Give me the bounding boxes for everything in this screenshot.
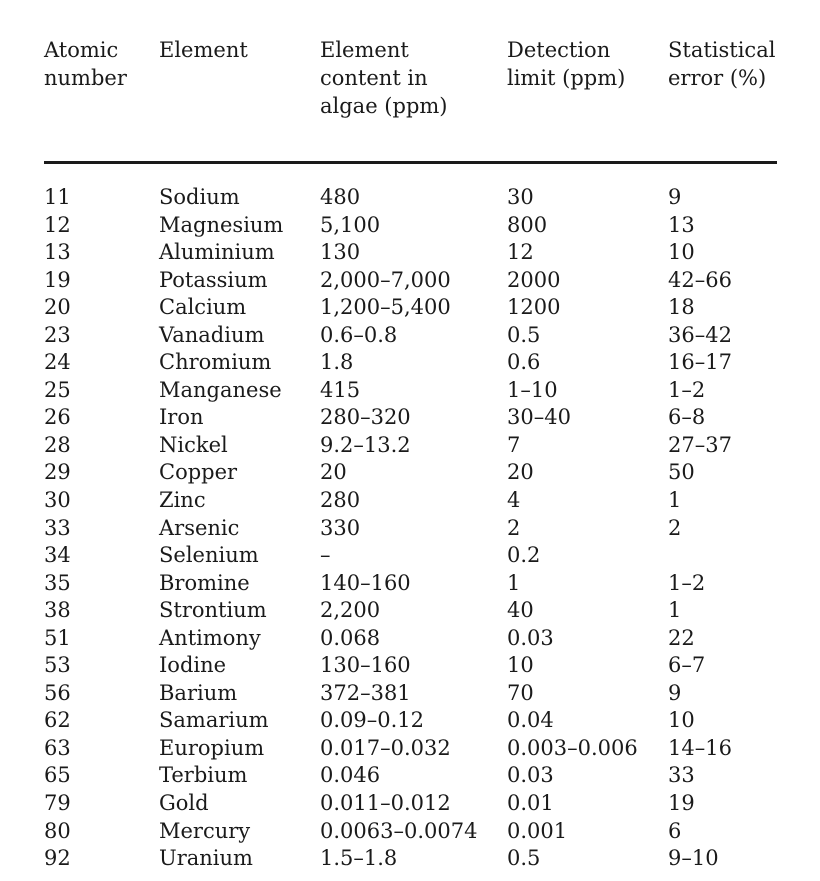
cell-detection-limit: 0.2 <box>507 543 541 568</box>
cell-statistical-error: 33 <box>668 763 695 788</box>
cell-element-content: 0.09–0.12 <box>320 708 425 733</box>
cell-detection-limit: 0.01 <box>507 791 554 816</box>
table-row <box>44 377 777 405</box>
cell-element: Bromine <box>159 570 250 595</box>
cell-detection-limit: 1–10 <box>507 377 558 402</box>
cell-element: Vanadium <box>159 322 265 347</box>
cell-element-content: 2,000–7,000 <box>320 267 451 292</box>
cell-element: Antimony <box>159 625 261 650</box>
cell-element: Copper <box>159 460 238 485</box>
cell-statistical-error: 19 <box>668 791 695 816</box>
cell-detection-limit: 70 <box>507 680 534 705</box>
table-row <box>44 294 777 322</box>
cell-element-content: 130 <box>320 240 361 265</box>
cell-element-content: 140–160 <box>320 570 411 595</box>
cell-statistical-error: 27–37 <box>668 432 732 457</box>
cell-element-content: 1,200–5,400 <box>320 295 451 320</box>
cell-detection-limit: 30–40 <box>507 405 571 430</box>
cell-atomic-number: 20 <box>44 295 71 320</box>
header-rule <box>44 161 777 164</box>
cell-atomic-number: 38 <box>44 598 71 623</box>
cell-element: Sodium <box>159 185 240 209</box>
cell-element: Chromium <box>159 350 272 375</box>
table-row <box>44 542 777 570</box>
cell-atomic-number: 56 <box>44 680 71 705</box>
cell-detection-limit: 0.6 <box>507 350 541 375</box>
cell-atomic-number: 12 <box>44 212 71 237</box>
cell-statistical-error: 1–2 <box>668 570 706 595</box>
cell-atomic-number: 79 <box>44 791 71 816</box>
cell-detection-limit: 1 <box>507 570 521 595</box>
cell-detection-limit: 4 <box>507 488 521 513</box>
table-row <box>44 515 777 543</box>
cell-element-content: 0.046 <box>320 763 381 788</box>
cell-statistical-error: 1 <box>668 598 682 623</box>
element-content-table <box>44 34 777 871</box>
header-statistical-error: Statistical error (%) <box>668 38 776 90</box>
cell-element: Samarium <box>159 708 269 733</box>
cell-statistical-error: 1–2 <box>668 377 706 402</box>
table-row <box>44 790 777 818</box>
cell-atomic-number: 65 <box>44 763 71 788</box>
table-row <box>44 735 777 763</box>
cell-atomic-number: 63 <box>44 735 71 760</box>
cell-atomic-number: 33 <box>44 515 71 540</box>
table-row <box>44 818 777 846</box>
cell-element: Uranium <box>159 846 253 871</box>
cell-element: Potassium <box>159 267 268 292</box>
cell-element-content: 130–160 <box>320 653 411 678</box>
header-detection-limit: Detection limit (ppm) <box>507 38 626 90</box>
table-row <box>44 432 777 460</box>
cell-statistical-error: 6 <box>668 818 682 843</box>
cell-atomic-number: 34 <box>44 543 71 568</box>
table-row <box>44 239 777 267</box>
cell-element-content: 415 <box>320 377 361 402</box>
header-atomic-number: Atomic number <box>44 38 127 90</box>
cell-detection-limit: 0.03 <box>507 625 554 650</box>
cell-atomic-number: 26 <box>44 405 71 430</box>
cell-element: Strontium <box>159 598 267 623</box>
table-row <box>44 267 777 295</box>
cell-element: Aluminium <box>159 240 275 265</box>
cell-detection-limit: 40 <box>507 598 534 623</box>
cell-element-content: 0.068 <box>320 625 381 650</box>
cell-element: Mercury <box>159 818 251 843</box>
cell-statistical-error: 16–17 <box>668 350 732 375</box>
cell-atomic-number: 13 <box>44 240 71 265</box>
table-row <box>44 597 777 625</box>
cell-atomic-number: 28 <box>44 432 71 457</box>
cell-detection-limit: 0.001 <box>507 818 568 843</box>
table-row <box>44 349 777 377</box>
cell-atomic-number: 19 <box>44 267 71 292</box>
cell-atomic-number: 11 <box>44 185 71 209</box>
table-row <box>44 404 777 432</box>
cell-statistical-error: 9–10 <box>668 846 719 871</box>
cell-atomic-number: 35 <box>44 570 71 595</box>
cell-detection-limit: 0.5 <box>507 322 541 347</box>
cell-detection-limit: 800 <box>507 212 548 237</box>
table-row <box>44 459 777 487</box>
cell-element: Europium <box>159 735 265 760</box>
cell-statistical-error: 10 <box>668 240 695 265</box>
table-row <box>44 212 777 240</box>
cell-element-content: 330 <box>320 515 361 540</box>
cell-statistical-error: 6–7 <box>668 653 706 678</box>
cell-detection-limit: 0.03 <box>507 763 554 788</box>
cell-element-content: 0.011–0.012 <box>320 791 451 816</box>
cell-element: Barium <box>159 680 238 705</box>
cell-statistical-error: 18 <box>668 295 695 320</box>
cell-atomic-number: 62 <box>44 708 71 733</box>
cell-detection-limit: 30 <box>507 185 534 209</box>
table-row <box>44 625 777 653</box>
cell-element: Calcium <box>159 295 247 320</box>
cell-detection-limit: 0.003–0.006 <box>507 735 638 760</box>
header-element-content: Element content in algae (ppm) <box>320 38 448 118</box>
table-row <box>44 707 777 735</box>
cell-element-content: 0.0063–0.0074 <box>320 818 478 843</box>
cell-element: Iron <box>159 405 204 430</box>
cell-statistical-error: 9 <box>668 185 682 209</box>
cell-statistical-error: 10 <box>668 708 695 733</box>
cell-statistical-error: 50 <box>668 460 695 485</box>
cell-statistical-error: 14–16 <box>668 735 732 760</box>
cell-statistical-error: 9 <box>668 680 682 705</box>
cell-detection-limit: 20 <box>507 460 534 485</box>
cell-element-content: 20 <box>320 460 347 485</box>
table-row <box>44 652 777 680</box>
table-row <box>44 680 777 708</box>
cell-element-content: 280 <box>320 488 361 513</box>
cell-atomic-number: 51 <box>44 625 71 650</box>
cell-element: Terbium <box>159 763 248 788</box>
cell-element: Gold <box>159 791 209 816</box>
cell-atomic-number: 23 <box>44 322 71 347</box>
cell-atomic-number: 80 <box>44 818 71 843</box>
cell-statistical-error: 22 <box>668 625 695 650</box>
cell-element-content: 372–381 <box>320 680 411 705</box>
cell-element-content: 5,100 <box>320 212 381 237</box>
cell-detection-limit: 10 <box>507 653 534 678</box>
cell-atomic-number: 53 <box>44 653 71 678</box>
cell-atomic-number: 30 <box>44 488 71 513</box>
cell-element-content: – <box>320 543 331 568</box>
cell-statistical-error: 13 <box>668 212 695 237</box>
table-row <box>44 762 777 790</box>
cell-statistical-error: 6–8 <box>668 405 706 430</box>
cell-statistical-error: 36–42 <box>668 322 732 347</box>
table-row <box>44 570 777 598</box>
cell-detection-limit: 7 <box>507 432 521 457</box>
cell-element-content: 480 <box>320 185 361 209</box>
cell-detection-limit: 1200 <box>507 295 561 320</box>
cell-element-content: 1.5–1.8 <box>320 846 398 871</box>
cell-element: Magnesium <box>159 212 284 237</box>
cell-detection-limit: 2 <box>507 515 521 540</box>
cell-element: Arsenic <box>159 515 240 540</box>
cell-atomic-number: 24 <box>44 350 71 375</box>
cell-statistical-error: 42–66 <box>668 267 732 292</box>
cell-element-content: 2,200 <box>320 598 381 623</box>
table-body <box>44 184 777 873</box>
cell-statistical-error: 2 <box>668 515 682 540</box>
cell-element-content: 0.017–0.032 <box>320 735 451 760</box>
cell-detection-limit: 2000 <box>507 267 561 292</box>
table-header <box>44 34 777 134</box>
cell-atomic-number: 25 <box>44 377 71 402</box>
cell-element: Nickel <box>159 432 228 457</box>
header-element: Element <box>159 38 248 62</box>
cell-atomic-number: 92 <box>44 846 71 871</box>
table-row <box>44 184 777 212</box>
cell-statistical-error: 1 <box>668 488 682 513</box>
table-row <box>44 487 777 515</box>
cell-element-content: 0.6–0.8 <box>320 322 398 347</box>
cell-element-content: 9.2–13.2 <box>320 432 411 457</box>
table-row <box>44 322 777 350</box>
cell-element: Zinc <box>159 488 206 513</box>
cell-element-content: 280–320 <box>320 405 411 430</box>
cell-detection-limit: 0.5 <box>507 846 541 871</box>
cell-atomic-number: 29 <box>44 460 71 485</box>
cell-element: Iodine <box>159 653 227 678</box>
table-row <box>44 845 777 873</box>
cell-element-content: 1.8 <box>320 350 354 375</box>
cell-element: Selenium <box>159 543 259 568</box>
cell-detection-limit: 0.04 <box>507 708 554 733</box>
cell-detection-limit: 12 <box>507 240 534 265</box>
cell-element: Manganese <box>159 377 282 402</box>
